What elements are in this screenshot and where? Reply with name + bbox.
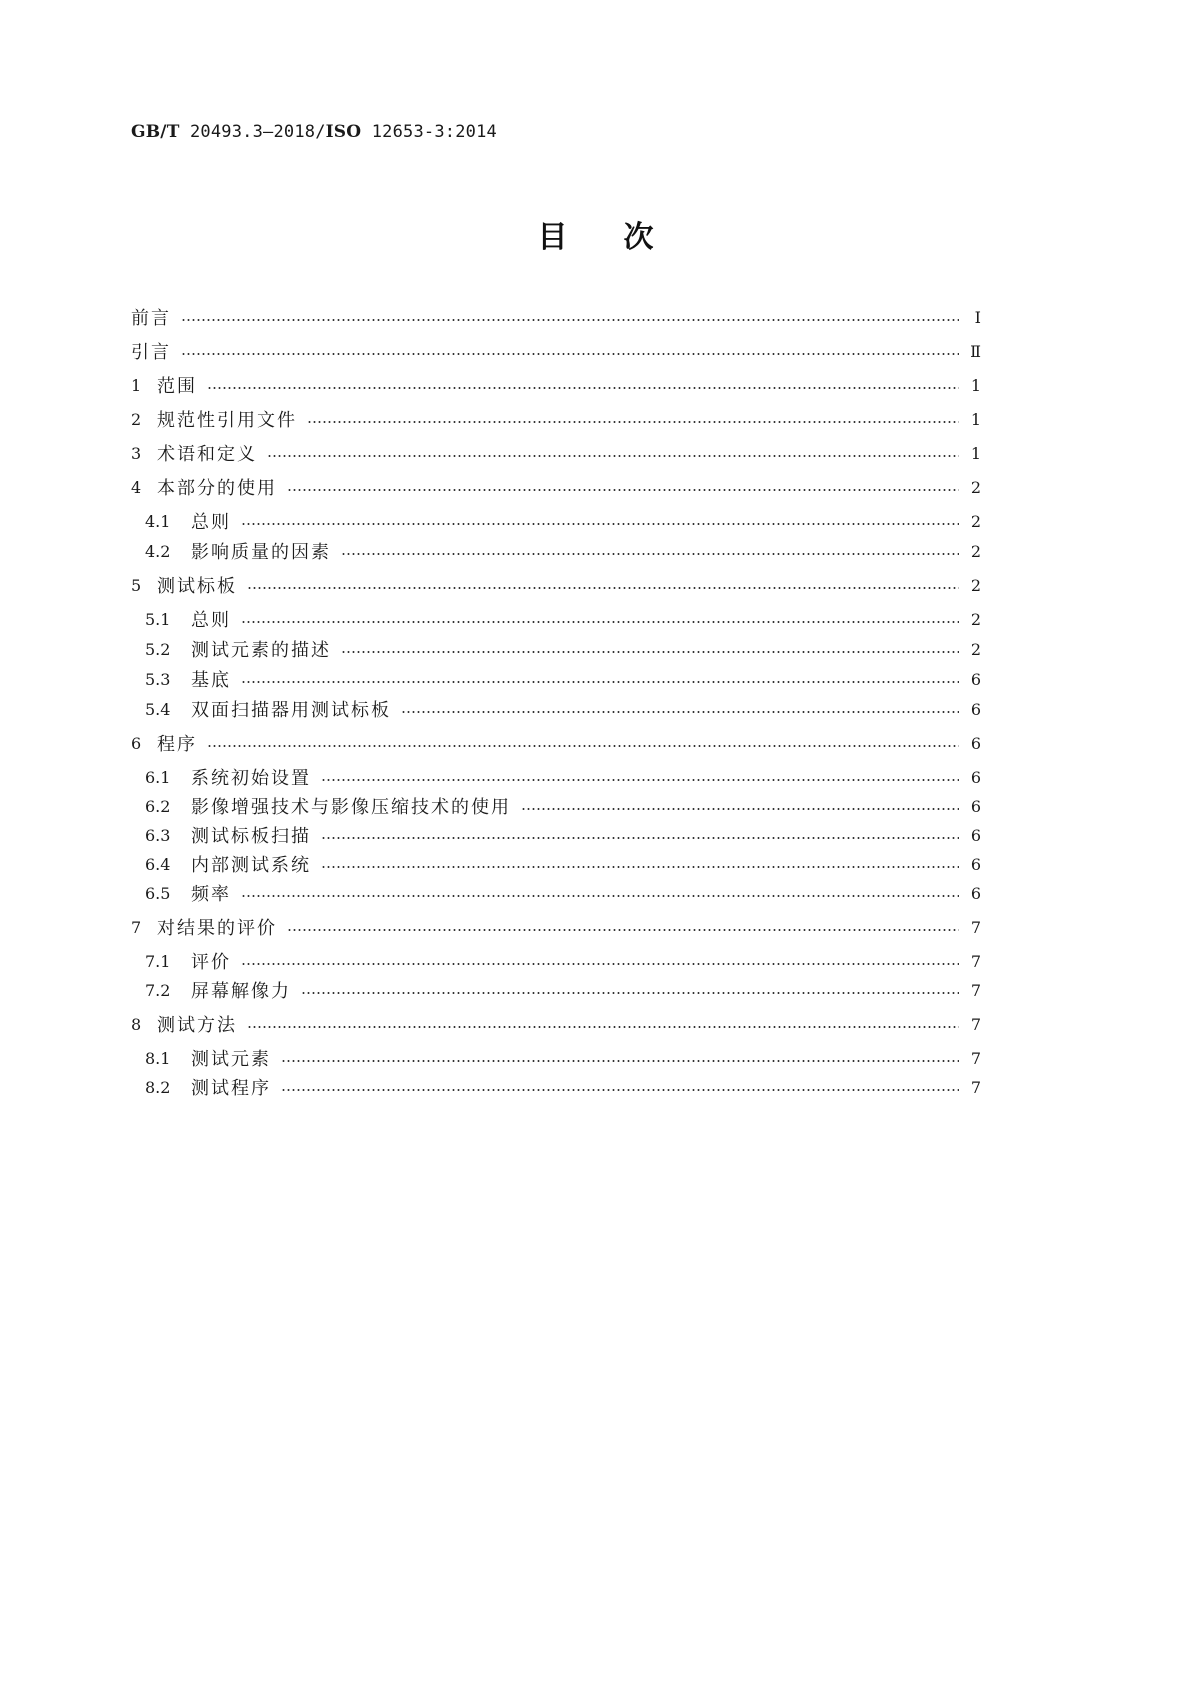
toc-entry-page: 2 — [970, 477, 981, 497]
toc-entry-label: 术语和定义 — [157, 444, 257, 465]
toc-entry-page: 1 — [970, 443, 981, 463]
toc-entry-8-1[interactable] — [145, 1043, 981, 1073]
toc-entry-page: 6 — [970, 669, 981, 689]
toc-entry-number: 6.3 — [145, 825, 171, 845]
toc-entry-number: 4.2 — [145, 541, 171, 561]
toc-entry-6-1[interactable] — [145, 762, 981, 792]
toc-entry-label: 频率 — [191, 884, 231, 905]
toc-entry-label: 基底 — [191, 670, 231, 691]
toc-entry-8[interactable] — [131, 1009, 981, 1039]
toc-entry-4-1[interactable] — [145, 506, 981, 536]
header-std-prefix: GB/T — [131, 122, 180, 142]
dot-leader — [401, 711, 959, 713]
toc-entry-page: 6 — [970, 699, 981, 719]
toc-entry-label: 总则 — [191, 512, 231, 533]
toc-entry-number: 1 — [131, 375, 142, 395]
dot-leader — [241, 895, 959, 897]
toc-entry-number: 5.4 — [145, 699, 171, 719]
toc-entry-introduction[interactable] — [131, 336, 981, 366]
toc-entry-page: 2 — [970, 541, 981, 561]
dot-leader — [247, 587, 959, 589]
toc-entry-4-2[interactable] — [145, 536, 981, 566]
toc-entry-7-2[interactable] — [145, 975, 981, 1005]
toc-entry-page: 7 — [970, 1077, 981, 1097]
dot-leader — [181, 353, 959, 355]
toc-entry-number: 7 — [131, 917, 142, 937]
toc-entry-number: 8 — [131, 1014, 142, 1034]
toc-entry-6-3[interactable] — [145, 820, 981, 850]
toc-entry-label: 规范性引用文件 — [157, 410, 297, 431]
toc-entry-6-2[interactable] — [145, 791, 981, 821]
toc-entry-number: 4.1 — [145, 511, 171, 531]
toc-entry-number: 7.1 — [145, 951, 171, 971]
toc-entry-label: 本部分的使用 — [157, 478, 277, 499]
dot-leader — [281, 1089, 959, 1091]
dot-leader — [207, 387, 959, 389]
toc-entry-label: 影响质量的因素 — [191, 542, 331, 563]
toc-entry-number: 6 — [131, 733, 142, 753]
toc-entry-number: 6.4 — [145, 854, 171, 874]
toc-entry-label: 引言 — [131, 342, 171, 363]
toc-entry-number: 8.1 — [145, 1048, 171, 1068]
toc-entry-page: 7 — [970, 980, 981, 1000]
toc-entry-page: Ⅱ — [970, 341, 981, 361]
toc-entry-page: 6 — [970, 796, 981, 816]
dot-leader — [341, 553, 959, 555]
toc-entry-page: 6 — [970, 883, 981, 903]
toc-entry-label: 影像增强技术与影像压缩技术的使用 — [191, 797, 511, 818]
toc-entry-4[interactable] — [131, 472, 981, 502]
dot-leader — [321, 837, 959, 839]
toc-entry-number: 5.1 — [145, 609, 171, 629]
toc-entry-page: 7 — [970, 1014, 981, 1034]
dot-leader — [321, 866, 959, 868]
toc-entry-label: 前言 — [131, 308, 171, 329]
toc-entry-label: 双面扫描器用测试标板 — [191, 700, 391, 721]
dot-leader — [307, 421, 959, 423]
dot-leader — [267, 455, 959, 457]
toc-entry-number: 5 — [131, 575, 142, 595]
toc-entry-5[interactable] — [131, 570, 981, 600]
toc-entry-label: 总则 — [191, 610, 231, 631]
toc-entry-label: 测试标板 — [157, 576, 237, 597]
toc-entry-page: 6 — [970, 854, 981, 874]
toc-entry-8-2[interactable] — [145, 1072, 981, 1102]
toc-entry-5-4[interactable] — [145, 694, 981, 724]
toc-entry-page: 2 — [970, 511, 981, 531]
toc-entry-6-5[interactable] — [145, 878, 981, 908]
toc-entry-number: 7.2 — [145, 980, 171, 1000]
toc-entry-number: 5.3 — [145, 669, 171, 689]
toc-entry-2[interactable] — [131, 404, 981, 434]
dot-leader — [281, 1060, 959, 1062]
toc-entry-6-4[interactable] — [145, 849, 981, 879]
toc-entry-foreword[interactable] — [131, 302, 981, 332]
toc-entry-label: 测试程序 — [191, 1078, 271, 1099]
toc-entry-label: 范围 — [157, 376, 197, 397]
header-iso-prefix: ISO — [325, 122, 362, 142]
page-title: 目次 — [537, 220, 710, 255]
dot-leader — [247, 1026, 959, 1028]
toc-entry-number: 6.1 — [145, 767, 171, 787]
toc-entry-6[interactable] — [131, 728, 981, 758]
toc-entry-7-1[interactable] — [145, 946, 981, 976]
toc-entry-label: 测试标板扫描 — [191, 826, 311, 847]
toc-entry-page: 1 — [970, 375, 981, 395]
document-header — [131, 122, 497, 142]
toc-entry-5-1[interactable] — [145, 604, 981, 634]
header-std-number: 20493.3—2018/ — [179, 122, 326, 142]
dot-leader — [181, 319, 959, 321]
dot-leader — [241, 621, 959, 623]
dot-leader — [341, 651, 959, 653]
toc-entry-5-2[interactable] — [145, 634, 981, 664]
toc-entry-5-3[interactable] — [145, 664, 981, 694]
dot-leader — [521, 808, 959, 810]
dot-leader — [301, 992, 959, 994]
toc-entry-label: 对结果的评价 — [157, 918, 277, 939]
toc-entry-page: 7 — [970, 951, 981, 971]
toc-entry-label: 系统初始设置 — [191, 768, 311, 789]
toc-entry-page: 7 — [970, 917, 981, 937]
toc-entry-3[interactable] — [131, 438, 981, 468]
toc-entry-page: 6 — [970, 733, 981, 753]
header-iso-number: 12653-3:2014 — [361, 122, 497, 142]
toc-entry-page: 6 — [970, 825, 981, 845]
toc-entry-page: 2 — [970, 575, 981, 595]
toc-entry-number: 3 — [131, 443, 142, 463]
dot-leader — [287, 489, 959, 491]
toc-entry-number: 2 — [131, 409, 142, 429]
toc-entry-7[interactable] — [131, 912, 981, 942]
toc-entry-number: 6.2 — [145, 796, 171, 816]
toc-entry-label: 程序 — [157, 734, 197, 755]
toc-entry-number: 6.5 — [145, 883, 171, 903]
dot-leader — [241, 681, 959, 683]
toc-entry-page: 1 — [970, 409, 981, 429]
toc-entry-number: 8.2 — [145, 1077, 171, 1097]
toc-entry-page: Ⅰ — [974, 307, 981, 327]
toc-entry-number: 5.2 — [145, 639, 171, 659]
toc-entry-page: 6 — [970, 767, 981, 787]
dot-leader — [287, 929, 959, 931]
toc-entry-page: 2 — [970, 639, 981, 659]
dot-leader — [241, 523, 959, 525]
toc-entry-label: 评价 — [191, 952, 231, 973]
toc-entry-label: 测试方法 — [157, 1015, 237, 1036]
toc-entry-page: 7 — [970, 1048, 981, 1068]
toc-entry-label: 测试元素的描述 — [191, 640, 331, 661]
toc-entry-page: 2 — [970, 609, 981, 629]
dot-leader — [321, 779, 959, 781]
toc-entry-label: 屏幕解像力 — [191, 981, 291, 1002]
dot-leader — [207, 745, 959, 747]
dot-leader — [241, 963, 959, 965]
toc-entry-label: 内部测试系统 — [191, 855, 311, 876]
toc-entry-1[interactable] — [131, 370, 981, 400]
toc-entry-label: 测试元素 — [191, 1049, 271, 1070]
toc-entry-number: 4 — [131, 477, 142, 497]
